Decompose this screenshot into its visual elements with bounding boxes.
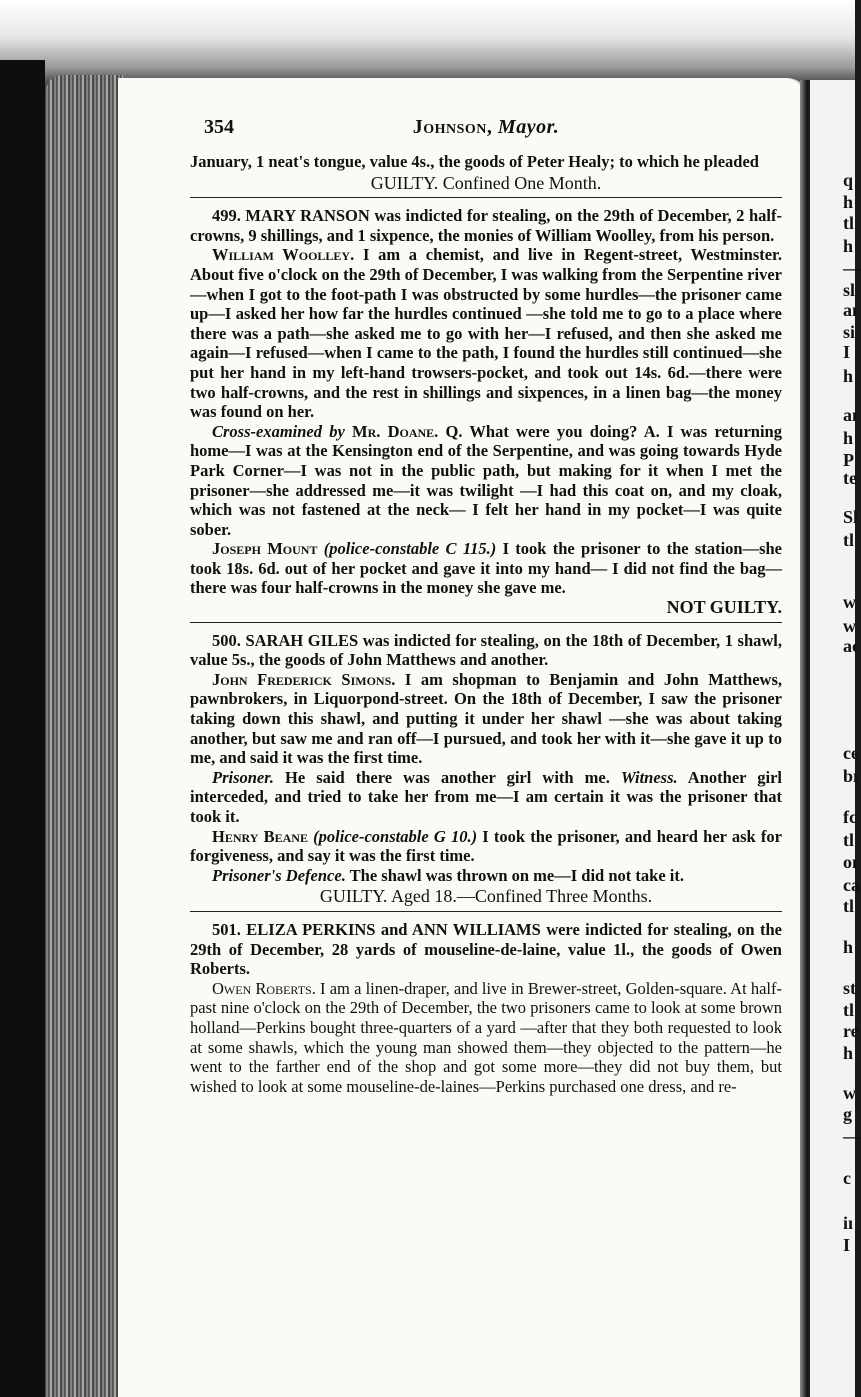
- facing-page-fragment: aı: [843, 300, 858, 320]
- facing-page-fragment: te: [843, 468, 857, 488]
- testimony-text: He said there was another girl with me.: [273, 767, 621, 787]
- verdict: NOT GUILTY.: [666, 597, 782, 618]
- page-number: 354: [204, 116, 234, 138]
- case-heading: 500. SARAH GILES was indicted for stealing, on the 18th of December, 1 shawl, value 5s., the goods of John Matthews and another.: [190, 630, 782, 670]
- page-text: [190, 118, 782, 1096]
- testimony-text: I am a linen-draper, and live in Brewer-street, Golden-square. At half-past nine o'clock on the 29th of December, the two prisoners came to look at some brown holland—Perkins bought three-quarters of a yard —after that they both requested to look at some shawls, which the young man showed them—they objected to the pattern—he went to the farther end of the shop and got some more—they did not buy them, but wished to look at some mouseline-de-laines—Perkins purchased one dress, and re-: [190, 978, 782, 1096]
- running-head-title: Mayor.: [497, 116, 560, 138]
- facing-page-fragment: h: [843, 428, 854, 448]
- facing-page-fragment: —: [843, 1126, 861, 1146]
- testimony-text: I took the prisoner to the station—she took 18s. 6d. out of her pocket and gave it into my hand— I did not find the bag—there was four half-crowns in the money she gave me.: [190, 539, 783, 598]
- facing-page-fragment: c: [843, 1168, 851, 1188]
- facing-page-fragment: —: [843, 258, 861, 278]
- case-heading: 499. MARY RANSON was indicted for stealing, on the 29th of December, 2 half-crowns, 9 shillings, and 1 sixpence, the monies of William Woolley, from his person.: [190, 206, 782, 245]
- facing-page-fragment: si: [843, 322, 856, 342]
- speaker: Witness.: [620, 767, 678, 787]
- facing-page-fragment: P: [843, 450, 854, 470]
- facing-page-fragment: ac: [843, 636, 860, 656]
- facing-page-fragment: h: [843, 1043, 854, 1063]
- facing-page-fragment: w: [843, 592, 856, 612]
- facing-page-fragment: tl: [843, 213, 854, 233]
- facing-page-fragment: ca: [843, 875, 860, 895]
- facing-page-fragment: tl: [843, 1000, 854, 1020]
- divider: [190, 197, 782, 198]
- cross-examination: [190, 422, 782, 540]
- cross-text: Q. What were you doing? A. I was returning home—I was at the Kensington end of the Serpentine, and was going towards Hyde Park Corner—I was not in the public path, but making for it when I met the prisoner—she addressed me—it was twilight —I had this coat on, and my cloak, which was not fastened at the neck— I felt her hand in my pocket—I was quite sober.: [190, 421, 782, 539]
- facing-page-fragment: w: [843, 616, 856, 636]
- witness-name: Joseph Mount: [212, 539, 318, 559]
- facing-page-fragment: iı: [843, 1213, 854, 1233]
- testimony-text: I am shopman to Benjamin and John Matthews, pawnbrokers, in Liquorpond-street. On the 18th of December, I saw the prisoner taking down this shawl, and putting it under her shawl —she was about taking another, but saw me and ran off—I pursued, and took her with it—she gave it up to me, and said it was the first time.: [190, 669, 783, 768]
- testimony: [190, 245, 782, 421]
- facing-page: [810, 80, 861, 1397]
- facing-page-fragment: g: [843, 1104, 852, 1124]
- facing-page-fragment: tl: [843, 896, 854, 916]
- facing-page-fragment: q: [843, 170, 854, 190]
- running-head: [190, 118, 782, 138]
- facing-page-fragment: h: [843, 236, 854, 256]
- facing-page-fragment: tl: [843, 830, 854, 850]
- facing-page-fragment: st: [843, 978, 856, 998]
- facing-page-fragment: sl: [843, 280, 856, 300]
- case-heading: 501. ELIZA PERKINS and ANN WILLIAMS were indicted for stealing, on the 29th of December, 28 yards of mouseline-de-laine, value 1l., the goods of Owen Roberts.: [190, 919, 782, 979]
- testimony: [190, 827, 782, 866]
- cross-lead: Cross-examined by: [212, 421, 345, 441]
- testimony: [190, 979, 782, 1097]
- testimony: [190, 768, 782, 827]
- testimony-text: I am a chemist, and live in Regent-street, Westminster. About five o'clock on the 29th of December, I was walking from the Serpentine river—when I got to the foot-path I was obstructed by some hurdles—the prisoner came up—I asked her how far the hurdles continued —she told me to go to a place where there was a path—she asked me to go with her—I refused, and then she asked me again—I refused—when I came to the path, I found the hurdles still continued—she put her hand in my left-hand trowsers-pocket, and took out 14s. 6d.—there were two half-crowns, and the rest in shillings and sixpences, in a linen bag—the money was found on her.: [190, 245, 782, 422]
- facing-page-fragment: ce: [843, 743, 859, 763]
- facing-page-fragment: fc: [843, 807, 857, 827]
- facing-page-fragment: oı: [843, 852, 858, 872]
- witness-name: Henry Beane: [212, 826, 308, 846]
- facing-page-fragment: bı: [843, 766, 859, 786]
- divider: [190, 622, 782, 623]
- speaker: Prisoner.: [212, 767, 274, 787]
- facing-page-fragment: tl: [843, 530, 854, 550]
- defence: [190, 866, 782, 886]
- speaker: Prisoner's Defence.: [212, 865, 346, 885]
- facing-page-fragment: re: [843, 1021, 859, 1041]
- witness-name: William Woolley.: [212, 245, 355, 265]
- facing-page-fragment: h: [843, 937, 854, 957]
- facing-page-fragment: Sl: [843, 507, 859, 527]
- verdict: GUILTY. Confined One Month.: [370, 172, 602, 193]
- page-header: [190, 118, 782, 152]
- testimony: [190, 670, 782, 768]
- facing-page-fragment: I: [843, 1235, 851, 1255]
- scan-left-margin: [0, 60, 45, 1397]
- verdict: GUILTY. Aged 18.—Confined Three Months.: [319, 886, 653, 907]
- facing-page-fragment: w: [843, 1083, 856, 1103]
- facing-page-fragment: I: [843, 342, 851, 362]
- divider: [190, 911, 782, 912]
- witness-role: (police-constable G 10.): [313, 826, 478, 846]
- book-page-edges: [45, 75, 123, 1397]
- testimony-text: Another girl interceded, and tried to take her from me—I am certain it was the prisoner that took it.: [190, 767, 782, 826]
- running-head-name: Johnson,: [412, 116, 493, 138]
- facing-page-fragment: h: [843, 366, 854, 386]
- counsel-name: Mr. Doane.: [352, 421, 439, 441]
- facing-page-fragment: aı: [843, 405, 858, 425]
- testimony: [190, 539, 782, 598]
- witness-name: John Frederick Simons.: [212, 669, 396, 689]
- testimony-text: I took the prisoner, and heard her ask for forgiveness, and say it was the first time.: [190, 826, 782, 866]
- scan-top-margin: [0, 0, 855, 90]
- defence-text: The shawl was thrown on me—I did not take it.: [345, 865, 684, 885]
- paragraph: January, 1 neat's tongue, value 4s., the goods of Peter Healy; to which he pleaded: [190, 152, 759, 171]
- witness-role: (police-constable C 115.): [323, 539, 497, 559]
- witness-name: Owen Roberts.: [212, 978, 316, 998]
- facing-page-fragment: h: [843, 192, 854, 212]
